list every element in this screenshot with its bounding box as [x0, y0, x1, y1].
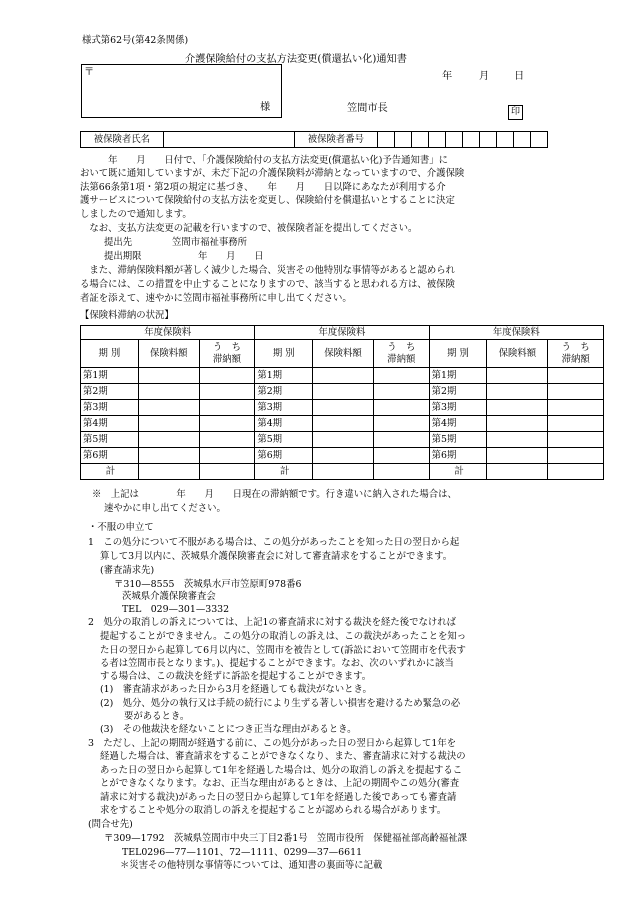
amount-cell: [138, 416, 199, 432]
col-unpaid-bottom: 滞納額: [561, 353, 590, 365]
body-line: 年 月 日付で、「介護保険給付の支払方法変更(償還払い化)予告通知書」に: [80, 155, 449, 166]
appeal-line: 経過した場合は、審査請求をすることができなくなり、また、審査請求に対する裁決の: [100, 751, 466, 762]
table-row: [81, 432, 604, 448]
review-address: 〒310—8555 茨城県水戸市笠原町978番6: [114, 579, 302, 590]
col-period: 期 別: [81, 340, 139, 368]
date-year: 年: [442, 71, 453, 82]
appeal-line: とができなくなります。なお、正当な理由があるときは、上記の期間やこの処分(審査: [100, 778, 460, 789]
amount-cell: [138, 400, 199, 416]
unpaid-cell: [548, 416, 604, 432]
review-address: 茨城県介護保険審査会: [122, 591, 216, 602]
period-cell: 第2期: [255, 384, 313, 400]
amount-cell: [487, 432, 548, 448]
col-unpaid: [548, 340, 604, 368]
col-unpaid: [373, 340, 429, 368]
arrears-rows: [81, 368, 604, 480]
col-amount: 保険料額: [313, 340, 374, 368]
amount-cell: [313, 368, 374, 384]
postal-mark: 〒: [84, 67, 95, 78]
submit-to-label: 提出先: [104, 237, 133, 248]
recipient-honorific: 様: [260, 102, 271, 113]
number-digit: [530, 132, 547, 148]
period-cell: 第1期: [255, 368, 313, 384]
issuer: 笠間市長: [347, 103, 388, 114]
period-cell: 第2期: [81, 384, 139, 400]
deadline-value: 年 月 日: [198, 251, 264, 262]
period-cell: 第6期: [255, 448, 313, 464]
number-digit: [429, 132, 446, 148]
body-line: なお、支払方法変更の記載を行いますので、被保険者証を提出してください。: [80, 223, 418, 234]
period-cell: 第5期: [429, 432, 487, 448]
col-unpaid-bottom: 滞納額: [387, 353, 416, 365]
amount-cell: [313, 464, 374, 480]
appeal-line: する場合は、この裁決を経ずに訴訟を提起することができます。: [100, 671, 372, 682]
unpaid-cell: [373, 416, 429, 432]
col-period: 期 別: [429, 340, 487, 368]
unpaid-cell: [548, 384, 604, 400]
amount-cell: [487, 416, 548, 432]
unpaid-cell: [373, 432, 429, 448]
body-line: る場合には、この措置を中止することになりますので、該当すると思われる方は、被保険: [80, 279, 455, 290]
unpaid-cell: [548, 368, 604, 384]
col-unpaid-bottom: 滞納額: [212, 353, 242, 365]
appeal-line: 請求に対する裁決)があった日の翌日から起算して1年を経過した後であっても審査請: [100, 792, 457, 803]
period-cell: 第5期: [255, 432, 313, 448]
appeal-heading: ・不服の申立て: [88, 522, 154, 533]
unpaid-cell: [373, 400, 429, 416]
unpaid-cell: [548, 400, 604, 416]
total-cell: 計: [81, 464, 139, 480]
arrears-heading: 【保険料滞納の状況】: [80, 310, 174, 321]
unpaid-cell: [373, 384, 429, 400]
number-digit: [412, 132, 429, 148]
amount-cell: [138, 384, 199, 400]
period-cell: 第3期: [429, 400, 487, 416]
table-row: [81, 416, 604, 432]
col-amount: 保険料額: [138, 340, 199, 368]
footnote: ＊災害その他特別な事情等については、通知書の裏面等に記載: [120, 860, 383, 871]
appeal-sub: (2) 処分、処分の執行又は手続の続行により生ずる著しい損害を避けるため緊急の必: [100, 698, 461, 709]
total-cell: 計: [429, 464, 487, 480]
unpaid-cell: [199, 448, 255, 464]
year-header: 年度保険料: [255, 326, 429, 340]
review-address: TEL 029—301—3332: [122, 604, 230, 615]
table-row: [81, 448, 604, 464]
date-day: 日: [514, 71, 525, 82]
amount-cell: [138, 368, 199, 384]
seal-mark: [508, 99, 523, 120]
inquiry-tel: TEL0296—77—1101、72—1111、0299—37—6611: [122, 847, 363, 858]
col-period: 期 別: [255, 340, 313, 368]
number-digit: [378, 132, 395, 148]
amount-cell: [487, 400, 548, 416]
form-number: 様式第62号(第42条関係): [82, 35, 189, 46]
arrears-table: [80, 325, 604, 480]
body-line: しましたので通知します。: [80, 209, 192, 220]
period-cell: 第3期: [81, 400, 139, 416]
unpaid-cell: [199, 432, 255, 448]
appeal-line: 1 この処分について不服がある場合は、この処分があったことを知った日の翌日から起: [88, 537, 460, 548]
number-digit: [497, 132, 514, 148]
insured-name-value: [163, 132, 294, 148]
unpaid-cell: [199, 416, 255, 432]
number-digit: [463, 132, 480, 148]
period-cell: 第6期: [429, 448, 487, 464]
amount-cell: [313, 432, 374, 448]
note-line: 速やかに申し出てください。: [104, 503, 226, 514]
seal-icon: 印: [508, 105, 523, 120]
note-line: ※ 上記は 年 月 日現在の滞納額です。行き違いに納入された場合は、: [92, 489, 457, 500]
year-header: 年度保険料: [429, 326, 603, 340]
date-month: 月: [479, 71, 490, 82]
inquiry-label: (問合せ先): [88, 819, 133, 830]
amount-cell: [313, 416, 374, 432]
period-cell: 第4期: [81, 416, 139, 432]
body-line: おいて既に通知していますが、未だ下記の介護保険料が滞納となっていますので、介護保険: [80, 168, 465, 179]
insured-table: [80, 131, 548, 148]
unpaid-cell: [548, 432, 604, 448]
address-box: [81, 64, 282, 118]
col-unpaid-top: う ち: [561, 341, 590, 353]
body-line: 者証を添えて、速やかに笠間市福祉事務所に申し出てください。: [80, 293, 352, 304]
period-cell: 第6期: [81, 448, 139, 464]
insured-number-label: 被保険者番号: [294, 132, 378, 148]
table-row: [81, 400, 604, 416]
amount-cell: [313, 384, 374, 400]
appeal-line: 求をすることや処分の取消しの訴えを提起することが認められる場合があります。: [100, 805, 447, 816]
amount-cell: [487, 368, 548, 384]
amount-cell: [487, 464, 548, 480]
period-cell: 第1期: [429, 368, 487, 384]
unpaid-cell: [373, 464, 429, 480]
body-line: 法第66条第1項・第2項の規定に基づき、 年 月 日以降にあなたが利用する介: [80, 182, 446, 193]
unpaid-cell: [548, 464, 604, 480]
total-cell: 計: [255, 464, 313, 480]
col-unpaid-top: う ち: [212, 341, 242, 353]
number-digit: [480, 132, 497, 148]
appeal-line: る者は笠間市長となります。)、提起することができます。なお、次のいずれかに該当: [100, 658, 454, 669]
period-cell: 第4期: [429, 416, 487, 432]
appeal-sub: (1) 審査請求があった日から3月を経過しても裁決がないとき。: [100, 684, 372, 695]
unpaid-cell: [199, 400, 255, 416]
appeal-sub: 要があるとき。: [124, 711, 190, 722]
period-cell: 第2期: [429, 384, 487, 400]
amount-cell: [138, 464, 199, 480]
appeal-line: た日の翌日から起算して6月以内に、笠間市を被告として(訴訟において笠間市を代表す: [100, 645, 466, 656]
unpaid-cell: [199, 368, 255, 384]
review-to: (審査請求先): [100, 565, 155, 576]
year-header: 年度保険料: [81, 326, 255, 340]
table-row: [81, 384, 604, 400]
number-digit: [513, 132, 530, 148]
deadline-label: 提出期限: [104, 251, 142, 262]
appeal-line: 3 ただし、上記の期間が経過する前に、この処分があった日の翌日から起算して1年を: [88, 738, 457, 749]
amount-cell: [313, 400, 374, 416]
unpaid-cell: [199, 464, 255, 480]
appeal-line: 算して3月以内に、茨城県介護保険審査会に対して審査請求をすることができます。: [100, 551, 453, 562]
period-cell: 第1期: [81, 368, 139, 384]
col-unpaid-top: う ち: [387, 341, 416, 353]
unpaid-cell: [548, 448, 604, 464]
unpaid-cell: [373, 368, 429, 384]
body-line: 護サービスについて保険給付の支払方法を変更し、保険給付を償還払いとすることに決定: [80, 195, 455, 206]
body-line: また、滞納保険料額が著しく減少した場合、災害その他特別な事情等があると認められ: [80, 265, 456, 276]
col-amount: 保険料額: [487, 340, 548, 368]
amount-cell: [487, 384, 548, 400]
submit-to-value: 笠間市福祉事務所: [172, 237, 248, 248]
appeal-sub: (3) その他裁決を経ないことにつき正当な理由があるとき。: [100, 724, 357, 735]
period-cell: 第3期: [255, 400, 313, 416]
amount-cell: [487, 448, 548, 464]
table-row: [81, 368, 604, 384]
number-digit: [446, 132, 463, 148]
number-digit: [395, 132, 412, 148]
inquiry-address: 〒309—1792 茨城県笠間市中央三丁目2番1号 笠間市役所 保健福祉部高齢福祉課: [104, 833, 468, 844]
amount-cell: [138, 432, 199, 448]
period-cell: 第4期: [255, 416, 313, 432]
unpaid-cell: [199, 384, 255, 400]
amount-cell: [313, 448, 374, 464]
appeal-line: あった日の翌日から起算して1年を経過した場合は、処分の取消しの訴えを提起するこ: [100, 765, 463, 776]
amount-cell: [138, 448, 199, 464]
col-unpaid: [199, 340, 255, 368]
period-cell: 第5期: [81, 432, 139, 448]
insured-name-label: 被保険者氏名: [81, 132, 164, 148]
appeal-line: 提起することができません。この処分の取消しの訴えは、この裁決があったことを知っ: [100, 631, 467, 642]
unpaid-cell: [373, 448, 429, 464]
page-title: 介護保険給付の支払方法変更(償還払い化)通知書: [185, 54, 407, 65]
table-row: [81, 464, 604, 480]
appeal-line: 2 処分の取消しの訴えについては、上記1の審査請求に対する裁決を経た後でなければ: [88, 617, 456, 628]
